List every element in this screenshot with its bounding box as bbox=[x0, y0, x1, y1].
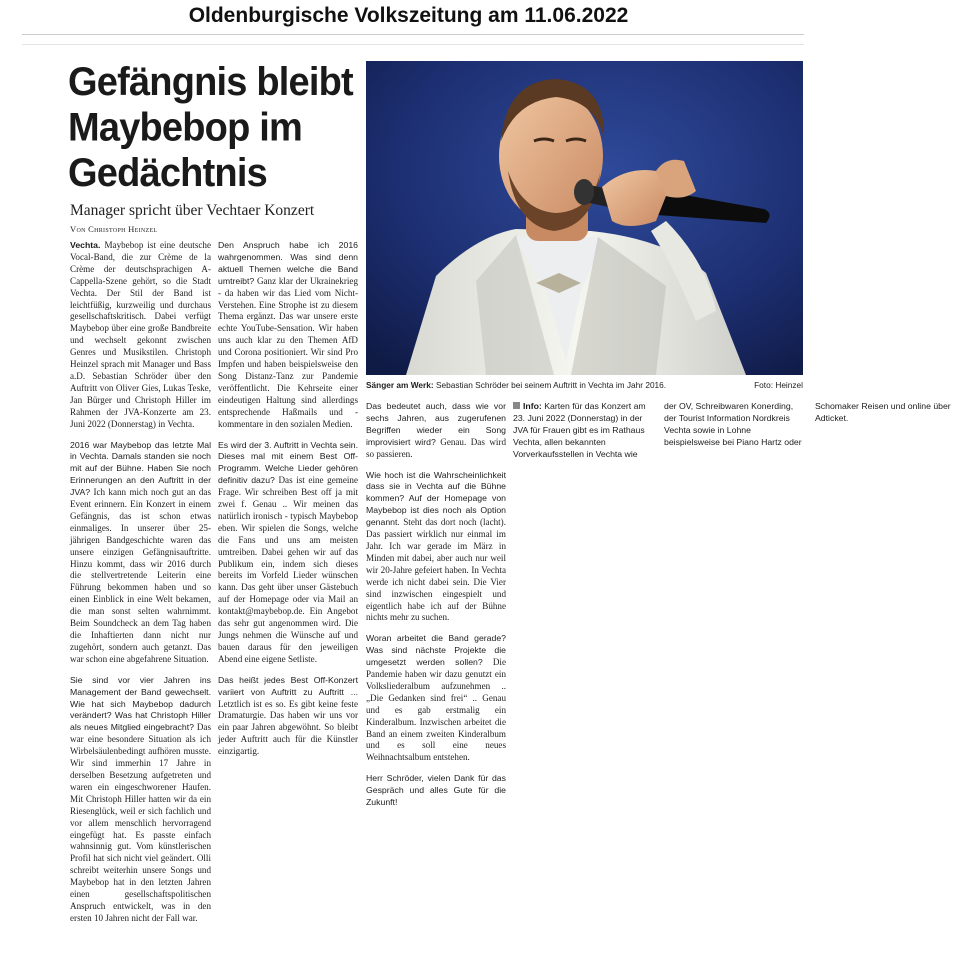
info-label: Info: bbox=[523, 401, 542, 411]
qa-6 bbox=[366, 401, 506, 461]
question-5: Das heißt jedes Best Off-Konzert variiert von Auftritt zu Auftritt ... bbox=[218, 674, 358, 697]
article-column-1 bbox=[70, 240, 211, 965]
answer-8: Die Pandemie haben wir dazu genutzt ein Volksliederalbum aufzunehmen .. „Die Gedanken sind frei“ .. Genau und es gab erstmalig ein Kinderalbum. Inzwischen arbeitet die Band an einem zweiten Kinderalbum und es soll eine neues Weihnachtsalbum entstehen. bbox=[366, 657, 506, 763]
caption-label: Sänger am Werk: bbox=[366, 380, 434, 390]
qa-8 bbox=[366, 633, 506, 764]
question-2: Sie sind vor vier Jahren ins Management der Band gewechselt. Wie hat sich Maybebop dadurch verändert? Was hat Christoph Hiller als neues Mitglied eingebracht? bbox=[70, 674, 211, 733]
article-headline: Gefängnis bleibt Maybebop im Gedächtnis bbox=[68, 60, 353, 196]
page-header: Oldenburgische Volkszeitung am 11.06.2022 bbox=[188, 4, 629, 27]
info-box bbox=[513, 401, 951, 461]
qa-9 bbox=[366, 773, 506, 809]
article-column-3 bbox=[366, 401, 506, 966]
newspaper-clipping bbox=[60, 52, 951, 970]
header-divider-2 bbox=[22, 44, 804, 45]
info-text: Karten für das Konzert am 23. Juni 2022 (Donnerstag) in der JVA für Frauen gibt es im Rathaus Vechta, allen bekannten Vorverkaufsstellen in Vechta wie der OV, Schreibwaren Konerding, der Tourist Information Nordkreis Vechta sowie in Lohne beispielsweise bei Piano Hartz oder Schomaker Reisen und online über Adticket. bbox=[513, 401, 951, 459]
question-6: Das bedeutet auch, dass wie vor sechs Jahren, aus zugerufenen Begriffen wieder ein Song improvisiert wird? bbox=[366, 401, 506, 447]
caption-text: Sebastian Schröder bei seinem Auftritt in Vechta im Jahr 2016. bbox=[435, 380, 667, 390]
answer-7: Steht das dort noch (lacht). Das passiert wirklich nur einmal im Jahr. Ich war gerade im März in Minden mit dabei, aber auch nur weil wir 20-Jahre gefeiert haben. In Vechta werde ich nicht dabei sein. Die Vier sind inzwischen eingespielt und eigentlich habe ich auf der Bühne nichts mehr zu suchen. bbox=[366, 517, 506, 623]
intro-text: Maybebop ist eine deutsche Vocal-Band, die zur Crème de la Crème der deutschsprachigen A-Cappella-Szene gehört, so die Stadt Vechta. Der Stil der Band ist leichtfüßig, kurzweilig und durchaus gesellschaftskritisch. Dabei verfügt Maybebop über eine große Bandbreite und wechselt gekonnt zwischen Genres und Musikstilen. Christoph Heinzel sprach mit Manager und Bass a.D. Sebastian Schröder über den Auftritt von Oliver Gies, Lukas Teske, Jan Bürger und Christoph Hiller im Rahmen der JVA-Konzerte am 23. Juni 2022 (Donnerstag) in Vechta. bbox=[70, 240, 211, 429]
question-9: Herr Schröder, vielen Dank für das Gespräch und alles Gute für die Zukunft! bbox=[366, 773, 506, 808]
photo-caption bbox=[366, 380, 803, 390]
answer-2: Das war eine besondere Situation als ich Wirbelsäulenbedingt aufhören musste. Wir sind immerhin 17 Jahre in derselben Besetzung aufgetreten und waren ein eingeschworener Haufen. Mit Christoph Hiller hatten wir da ein Riesenglück, weil er sich fachlich und vor allem menschlich hervorragend eingefügt hat. Es passte einfach wahnsinnig gut. Vom künstlerischen Profil hat sich nicht viel geändert. Olli schreibt weiterhin unsere Songs und Maybebop hat in den letzten Jahren einen gesellschaftspolitischen Anspruch entwickelt, was in den ersten 10 Jahren nicht der Fall war. bbox=[70, 722, 211, 923]
question-8: Woran arbeitet die Band gerade? Was sind nächste Projekte die umgesetzt werden sollen? bbox=[366, 633, 506, 668]
answer-3: Ganz klar der Ukrainekrieg - da haben wir das Lied vom Nicht-Verstehen. Eine Strophe ist zu diesem Thema ergänzt. Das war unsere erste echte YouTube-Sensation. Wir haben uns auch klar zu den Themen AfD und Corona positioniert. Wir sind Pro Impfen und haben beispielsweise den Song Distanz-Tanz zur Pandemie veröffentlicht. Die Kehrseite einer eindeutigen Haltung sind allerdings entsprechende Haßmails und -kommentare in den sozialen Medien. bbox=[218, 275, 358, 429]
qa-3 bbox=[218, 240, 358, 431]
answer-1: Ich kann mich noch gut an das Event erinnern. Ein Konzert in einem Gefängnis, das ist schon etwas einmaliges. In unserer über 25-jährigen Bandgeschichte waren das unsere einzigen Gefängnisauftritte. Hinzu kommt, dass wir 2016 durch die stellvertretende Leiterin eine Führung bekommen haben und so einen Einblick in eine Welt bekamen, die man sonst selten wahrnimmt. Beim Soundcheck an dem Tag haben die Inhaftierten dann nicht nur zugehört, sondern auch getanzt. Das war schon eine abgefahrene Situation. bbox=[70, 487, 211, 664]
answer-4: Das ist eine gemeine Frage. Wir schreiben Best off ja mit zwei f. Genau .. Wir meinen das natürlich ironisch - typisch Maybebop eben. Wir spielen die Songs, welche die Fans und uns am meisten umtreiben. Dabei gehen wir auf das Publikum ein, indem sich dieses bereits im Vorfeld Lieder wünschen kann. Das geht über unser Gästebuch auf der Homepage oder via Mail an kontakt@maybebop.de. Ein Angebot das sehr gut angenommen wird. Die Jungs nehmen die Wünsche auf und bauen daraus für den jeweiligen Abend eine eigene Setliste. bbox=[218, 475, 358, 664]
article-subheadline: Manager spricht über Vechtaer Konzert bbox=[70, 202, 315, 219]
singer-photo-image bbox=[366, 61, 803, 375]
article-byline: Von Christoph Heinzel bbox=[70, 224, 158, 234]
qa-1 bbox=[70, 440, 211, 666]
header-divider bbox=[22, 34, 804, 35]
question-3: Den Anspruch habe ich 2016 wahrgenommen. Was sind denn aktuell Themen welche die Band umtreibt? bbox=[218, 240, 358, 286]
answer-5: Letztlich ist es so. Es gibt keine feste Dramaturgie. Das haben wir uns vor ein paar Jahren abgewöhnt. So bleibt jeder Auftritt auch für die Künstler einzigartig. bbox=[218, 698, 358, 757]
article-column-2 bbox=[218, 240, 358, 965]
photo-credit: Foto: Heinzel bbox=[754, 380, 803, 390]
question-4: Es wird der 3. Auftritt in Vechta sein. Dieses mal mit einem Best Off-Programm. Welche Lieder gehören definitiv dazu? bbox=[218, 439, 358, 486]
singer-photo bbox=[366, 61, 803, 375]
question-1: 2016 war Maybebop das letzte Mal in Vechta. Damals standen sie noch mit auf der Bühne. Haben Sie noch Erinnerungen an den Auftritt in der JVA? bbox=[70, 439, 211, 498]
dateline: Vechta. bbox=[70, 240, 101, 250]
qa-5 bbox=[218, 675, 358, 758]
qa-2 bbox=[70, 675, 211, 925]
intro-paragraph bbox=[70, 240, 211, 431]
info-square-icon bbox=[513, 402, 520, 409]
question-7: Wie hoch ist die Wahrscheinlichkeit dass sie in Vechta auf die Bühne kommen? Auf der Homepage von Maybebop ist dies noch als Option genannt. bbox=[366, 469, 506, 528]
answer-6: Genau. Das wird so passieren. bbox=[366, 436, 506, 459]
qa-4 bbox=[218, 440, 358, 666]
qa-7 bbox=[366, 470, 506, 625]
